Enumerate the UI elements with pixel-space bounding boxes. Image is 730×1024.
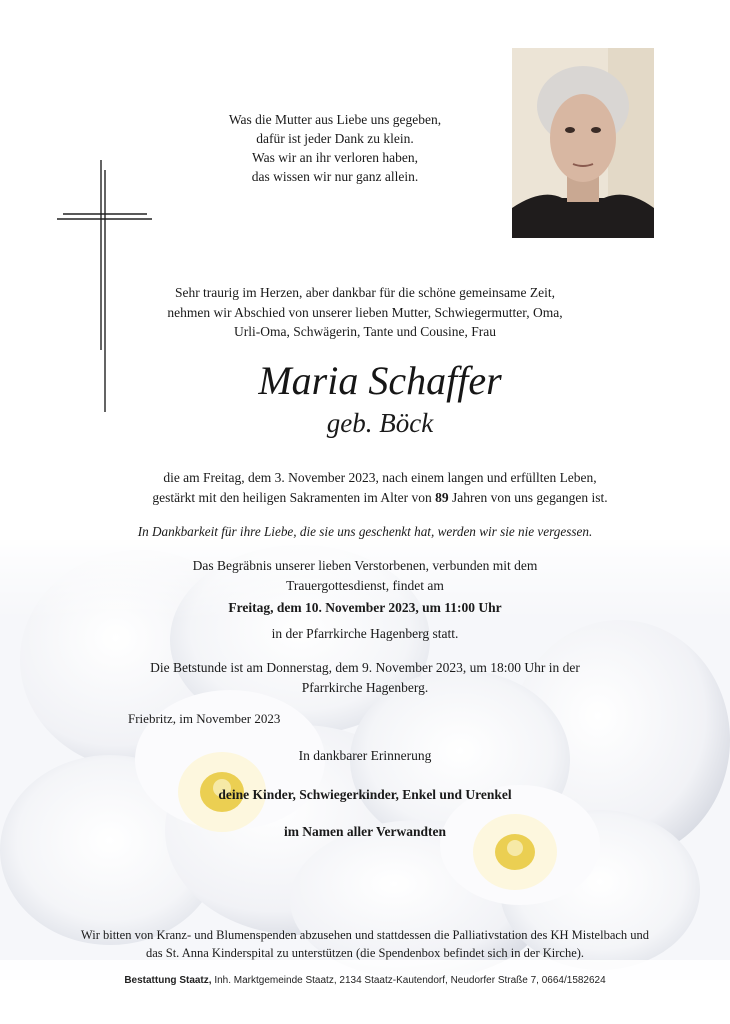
maiden-name: geb. Böck: [326, 408, 434, 438]
death-notice: [60, 468, 700, 508]
family-line: deine Kinder, Schwiegerkinder, Enkel und Urenkel: [218, 787, 512, 802]
funeral-line: Das Begräbnis unserer lieben Verstorbenen, verbunden mit dem: [192, 558, 538, 573]
donation-line: Wir bitten von Kranz- und Blumenspenden abzusehen und stattdessen die Palliativstation des KH Mistelbach und: [80, 928, 650, 942]
place-date: Friebritz, im November 2023: [128, 711, 281, 726]
funeral-place: in der Pfarrkirche Hagenberg statt.: [271, 626, 459, 641]
intro-line: Urli-Oma, Schwägerin, Tante und Cousine, Frau: [233, 324, 496, 339]
death-line-post: Jahren von uns gegangen ist.: [448, 490, 608, 505]
relatives-line: im Namen aller Verwandten: [283, 824, 447, 839]
memory-line: In dankbarer Erinnerung: [298, 748, 432, 763]
funeral-home-details: Inh. Marktgemeinde Staatz, 2134 Staatz-Kautendorf, Neudorfer Straße 7, 0664/1582624: [211, 975, 606, 986]
funeral-date: Freitag, dem 10. November 2023, um 11:00 Uhr: [228, 600, 502, 615]
age: 89: [435, 490, 449, 505]
vigil-line: Pfarrkirche Hagenberg.: [301, 679, 429, 695]
funeral-line: Trauergottesdienst, findet am: [286, 577, 444, 593]
poem-line: dafür ist jeder Dank zu klein.: [256, 131, 414, 146]
poem: [180, 110, 490, 186]
funeral-home-name: Bestattung Staatz,: [124, 975, 212, 986]
vigil-info: [100, 658, 630, 697]
death-line-pre: gestärkt mit den heiligen Sakramenten im Alter von: [152, 490, 436, 505]
deceased-name: Maria Schaffer: [258, 358, 502, 403]
funeral-info: [120, 556, 610, 595]
funeral-home-footer: [40, 973, 690, 989]
portrait-photo: [512, 48, 654, 238]
gratitude-line: In Dankbarkeit für ihre Liebe, die sie uns geschenkt hat, werden wir sie nie vergessen.: [137, 524, 593, 539]
intro-line: nehmen wir Abschied von unserer lieben Mutter, Schwiegermutter, Oma,: [167, 304, 563, 320]
poem-line: das wissen wir nur ganz allein.: [251, 169, 419, 184]
intro-line: Sehr traurig im Herzen, aber dankbar für die schöne gemeinsame Zeit,: [174, 285, 556, 300]
death-line: [60, 488, 700, 508]
poem-line: Was die Mutter aus Liebe uns gegeben,: [228, 112, 442, 127]
death-line: die am Freitag, dem 3. November 2023, nach einem langen und erfüllten Leben,: [163, 470, 597, 485]
donation-request: [40, 926, 690, 962]
donation-line: das St. Anna Kinderspital zu unterstützen (die Spendenbox befindet sich in der Kirche).: [145, 946, 585, 960]
intro-text: [120, 283, 610, 342]
poem-line: Was wir an ihr verloren haben,: [251, 150, 419, 165]
vigil-line: Die Betstunde ist am Donnerstag, dem 9. November 2023, um 18:00 Uhr in der: [150, 660, 580, 675]
